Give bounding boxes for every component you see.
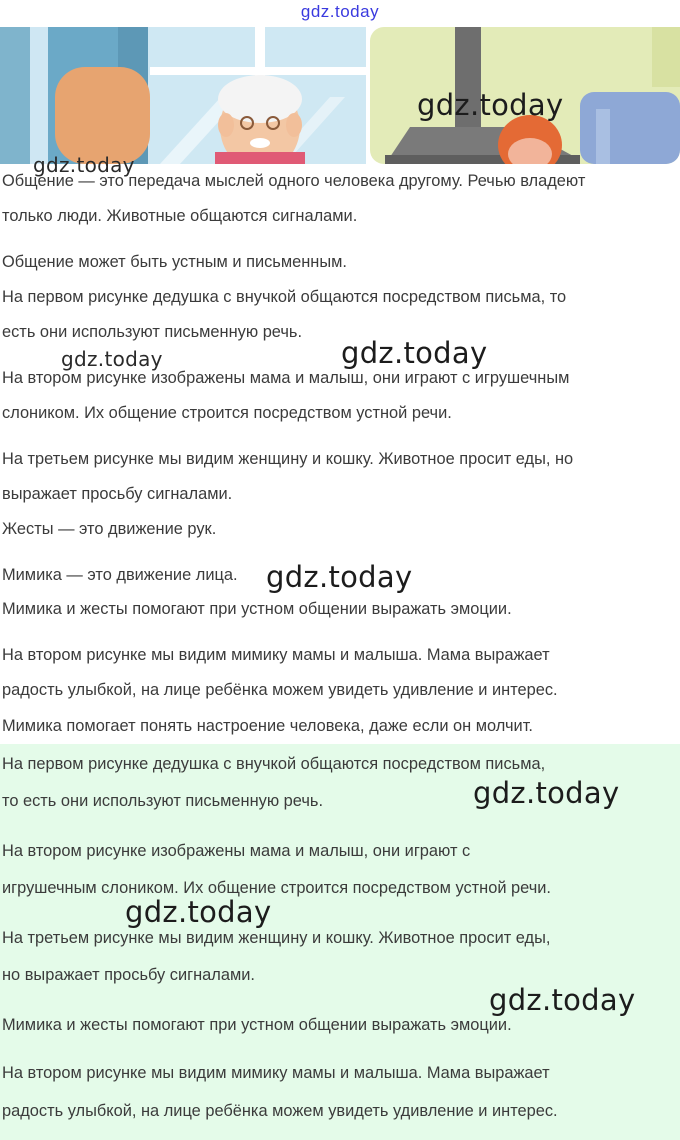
paragraph-line: Общение — это передача мыслей одного человека другому. Речью владеют (2, 172, 586, 190)
watermark: gdz.today (125, 895, 272, 929)
answer-line: радость улыбкой, на лице ребёнка можем увидеть удивление и интерес. (2, 1102, 558, 1120)
paragraph-line: Мимика и жесты помогают при устном общении выражать эмоции. (2, 600, 512, 618)
answer-line: Мимика и жесты помогают при устном общении выражать эмоции. (2, 1016, 512, 1034)
paragraph-line: выражает просьбу сигналами. (2, 485, 233, 503)
answer-line: На втором рисунке изображены мама и малыш, они играют с (2, 842, 471, 860)
watermark: gdz.today (489, 983, 636, 1017)
paragraph-line: На втором рисунке мы видим мимику мамы и малыша. Мама выражает (2, 646, 550, 664)
watermark: gdz.today (341, 336, 488, 370)
paragraph-line: радость улыбкой, на лице ребёнка можем увидеть удивление и интерес. (2, 681, 558, 699)
answer-line: На первом рисунке дедушка с внучкой общаются посредством письма, (2, 755, 546, 773)
answer-line: но выражает просьбу сигналами. (2, 966, 255, 984)
banner-illustration (0, 27, 680, 164)
paragraph-line: Мимика помогает понять настроение человека, даже если он молчит. (2, 717, 533, 735)
paragraph-line: Мимика — это движение лица. (2, 566, 238, 584)
answer-line: На третьем рисунке мы видим женщину и кошку. Животное просит еды, (2, 929, 551, 947)
watermark: gdz.today (417, 88, 564, 122)
header-watermark: gdz.today (300, 2, 380, 21)
paragraph-line: На втором рисунке изображены мама и малыш, они играют с игрушечным (2, 369, 570, 387)
illustration-banner (0, 27, 680, 164)
paragraph-line: На третьем рисунке мы видим женщину и кошку. Животное просит еды, но (2, 450, 574, 468)
watermark: gdz.today (266, 560, 413, 594)
paragraph-line: есть они используют письменную речь. (2, 323, 303, 341)
watermark: gdz.today (61, 347, 163, 371)
watermark: gdz.today (473, 776, 620, 810)
answer-line: На втором рисунке мы видим мимику мамы и малыша. Мама выражает (2, 1064, 550, 1082)
answer-line: игрушечным слоником. Их общение строится посредством устной речи. (2, 879, 551, 897)
paragraph-line: слоником. Их общение строится посредством устной речи. (2, 404, 452, 422)
answer-line: то есть они используют письменную речь. (2, 792, 324, 810)
paragraph-line: Жесты — это движение рук. (2, 520, 217, 538)
paragraph-line: На первом рисунке дедушка с внучкой общаются посредством письма, то (2, 288, 567, 306)
paragraph-line: только люди. Животные общаются сигналами. (2, 207, 358, 225)
left-panel-illustration (0, 27, 366, 164)
paragraph-line: Общение может быть устным и письменным. (2, 253, 347, 271)
watermark: gdz.today (33, 153, 135, 177)
